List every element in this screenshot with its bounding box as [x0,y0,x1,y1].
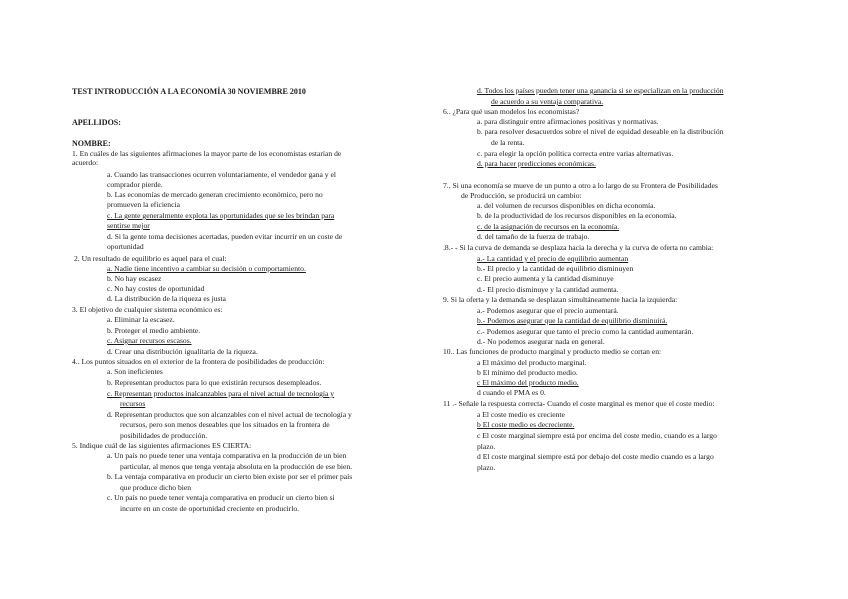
q4-option-a: a. Son ineficientes [107,367,163,376]
q9-option-c: c.- Podemos asegurar que tanto el precio como la cantidad aumentarán. [477,327,694,336]
q2-option-a: a. Nadie tiene incentivo a cambiar su decisión o comportamiento. [107,264,306,273]
q11-option-c: c El coste marginal siempre está por encima del coste medio, cuando es a largo [477,431,717,440]
q2-option-b: b. No hay escasez [107,274,162,283]
q1-option-c-cont: sentirse mejor [107,221,150,230]
q11-text: 11 .- Señale la respuesta correcta- Cuando el coste marginal es menor que el coste medio: [443,399,715,408]
q2-option-d: d. La distribución de la riqueza es justa [107,294,226,303]
q6-option-d: d. para hacer predicciones económicas. [477,159,596,168]
q10-option-c: c El máximo del producto medio. [477,378,579,387]
q3-option-a: a. Eliminar la escasez. [107,315,175,324]
q6-option-b: b. para resolver desacuerdos sobre el nivel de equidad deseable en la distribución [477,127,724,136]
q4-option-b: b. Representan productos para lo que existirán recursos desempleados. [107,378,322,387]
q3-option-b: b. Proteger el medio ambiente. [107,326,201,335]
q10-option-d: d cuando el PMA es 0. [477,388,546,397]
q8-option-a: a.- La cantidad y el precio de equilibrio aumentan [477,254,629,263]
q1-option-a: a. Cuando las transacciones ocurren voluntariamente, el vendedor gana y el [107,170,336,179]
q6-option-b-cont: de la renta. [491,138,525,147]
q9-option-a: a.- Podemos asegurar que el precio aumentará. [477,306,619,315]
q3-text: 3. El objetivo de cualquier sistema económico es: [72,305,223,314]
q1-option-b-cont: promueven la eficiencia [107,200,180,209]
q4-option-d-cont: recursos, pero son menos deseables que los situados en la frontera de [120,420,330,429]
q8-text: .8.- - Si la curva de demanda se desplaza hacia la derecha y la curva de oferta no cambia: [443,243,714,252]
q3-option-c: c. Asignar recursos escasos. [107,336,192,345]
q10-option-a: a El máximo del producto marginal. [477,358,587,367]
q8-option-d: d.- El precio disminuye y la cantidad aumenta. [477,285,619,294]
apellidos-label: APELLIDOS: [72,118,121,127]
q11-option-b: b El coste medio es decreciente. [477,420,575,429]
q5-option-c: c. Un país no puede tener ventaja comparativa en producir un cierto bien si [107,493,335,502]
nombre-label: NOMBRE: [72,139,111,148]
q7-text: 7.. Si una economía se mueve de un punto a otro a lo largo de su Frontera de Posibilidades [443,181,718,190]
q3-option-d: d. Crear una distribución igualitaria de la riqueza. [107,347,258,356]
q5-option-c-cont: incurre en un coste de oportunidad creciente en producirlo. [120,504,300,513]
q11-option-d: d El coste marginal siempre está por debajo del coste medio cuando es a largo [477,452,714,461]
q1-option-c: c. La gente generalmente explota las oportunidades que se les brindan para [107,211,335,220]
q9-option-b: b.- Podemos asegurar que la cantidad de equilibrio disminuirá. [477,316,668,325]
q11-option-c-cont: plazo. [477,442,496,451]
q8-option-b: b.- El precio y la cantidad de equilibrio disminuyen [477,264,634,273]
q5-option-d-cont: de acuerdo a su ventaja comparativa. [491,97,604,106]
q7-option-d: d. del tamaño de la fuerza de trabajo. [477,232,590,241]
q7-option-b: b. de la productividad de los recursos disponibles en la economía. [477,211,677,220]
q5-option-a-cont: particular, al menos que tenga ventaja absoluta en la producción de ese bien. [120,462,353,471]
q1-option-d: d. Si la gente toma decisiones acertadas, pueden evitar incurrir en un coste de [107,232,343,241]
q6-option-a: a. para distinguir entre afirmaciones positivas y normativas. [477,117,659,126]
q8-option-c: c. El precio aumenta y la cantidad disminuye [477,274,614,283]
q5-option-d: d. Todos los países pueden tener una ganancia si se especializan en la producción [477,86,724,95]
q5-option-b: b. La ventaja comparativa en producir un cierto bien existe por ser el primer país [107,472,353,481]
q5-option-a: a. Un país no puede tener una ventaja comparativa en la producción de un bien [107,451,347,460]
q6-option-c: c. para elegir la opción política correcta entre varias alternativas. [477,149,674,158]
test-title: TEST INTRODUCCIÓN A LA ECONOMÍA 30 NOVIEMBRE 2010 [72,87,306,96]
q7-text-cont: de Producción, se producirá un cambio: [461,191,582,200]
q1-option-d-cont: oportunidad [107,242,144,251]
q5-option-b-cont: que produce dicho bien [120,483,192,492]
q10-option-b: b El mínimo del producto medio. [477,368,578,377]
q4-option-d: d. Representan productos que son alcanzables con el nivel actual de tecnología y [107,410,352,419]
q9-option-d: d.- No podemos asegurar nada en general. [477,337,605,346]
q2-text: 2. Un resultado de equilibrio es aquel para el cual: [74,254,227,263]
q11-option-d-cont: plazo. [477,463,496,472]
q4-text: 4.. Los puntos situados en el exterior de la frontera de posibilidades de producción: [72,357,325,366]
q1-text: 1. En cuáles de las siguientes afirmaciones la mayor parte de los economistas estarían de [72,149,342,158]
q7-option-c: c. de la asignación de recursos en la economía. [477,222,620,231]
q4-option-d-cont2: posibilidades de producción. [120,431,208,440]
q5-text: 5. Indique cuál de las siguientes afirmaciones ES CIERTA: [72,441,252,450]
q4-option-c-cont: recursos [120,399,146,408]
q6-text: 6.. ¿Para qué usan modelos los economistas? [443,107,580,116]
q11-option-a: a El coste medio es creciente [477,410,565,419]
q9-text: 9. Si la oferta y la demanda se desplazan simultáneamente hacia la izquierda: [443,295,678,304]
q4-option-c: c. Representan productos inalcanzables para el nivel actual de tecnología y [107,389,335,398]
q2-option-c: c. No hay costes de oportunidad [107,284,205,293]
q1-text-cont: acuerdo: [72,158,99,167]
q1-option-b: b. Las economías de mercado generan crecimiento económico, pero no [107,190,323,199]
q7-option-a: a. del volumen de recursos disponibles en dicha economía. [477,201,656,210]
q10-text: 10.. Las funciones de producto marginal y producto medio se cortan en: [443,347,662,356]
q1-option-a-cont: comprador pierde. [107,180,163,189]
